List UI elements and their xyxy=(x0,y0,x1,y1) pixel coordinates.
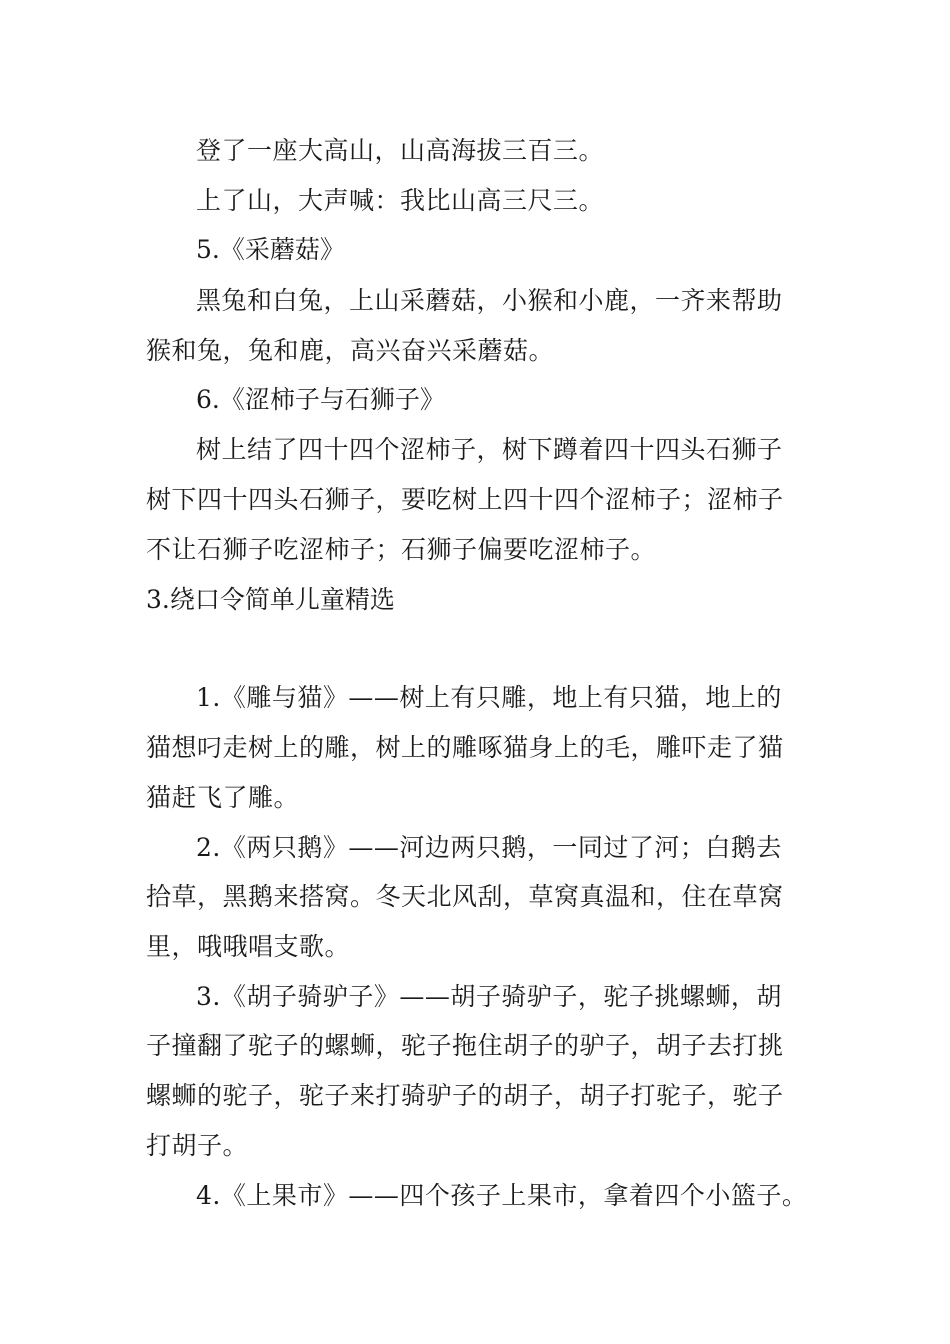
paragraph-line: 里，哦哦唱支歌。 xyxy=(146,932,351,961)
paragraph-line: 2.《两只鹅》——河边两只鹅，一同过了河；白鹅去 xyxy=(196,833,782,862)
section-heading: 6.《涩柿子与石狮子》 xyxy=(196,385,445,414)
paragraph-line: 树上结了四十四个涩柿子，树下蹲着四十四头石狮子 xyxy=(196,435,783,464)
paragraph-line: 拾草，黑鹅来搭窝。冬天北风刮，草窝真温和，住在草窝 xyxy=(146,882,784,911)
section-heading: 5.《采蘑菇》 xyxy=(196,235,345,264)
paragraph-line: 猫想叼走树上的雕，树上的雕啄猫身上的毛，雕吓走了猫 xyxy=(146,733,784,762)
paragraph-line: 树下四十四头石狮子，要吃树上四十四个涩柿子；涩柿子 xyxy=(146,485,784,514)
paragraph-line: 3.《胡子骑驴子》——胡子骑驴子，驼子挑螺蛳，胡 xyxy=(196,982,782,1011)
paragraph-line: 1.《雕与猫》——树上有只雕，地上有只猫，地上的 xyxy=(196,683,782,712)
chapter-heading: 3.绕口令简单儿童精选 xyxy=(146,585,395,614)
paragraph-line: 猴和兔，兔和鹿，高兴奋兴采蘑菇。 xyxy=(146,336,555,365)
paragraph-line: 黑兔和白兔，上山采蘑菇，小猴和小鹿，一齐来帮助 xyxy=(196,286,783,315)
paragraph-line: 4.《上果市》——四个孩子上果市，拿着四个小篮子。 xyxy=(196,1181,808,1210)
paragraph-line: 螺蛳的驼子，驼子来打骑驴子的胡子，胡子打驼子，驼子 xyxy=(146,1081,784,1110)
paragraph-line: 登了一座大高山，山高海拔三百三。 xyxy=(196,136,605,165)
paragraph-line: 打胡子。 xyxy=(146,1131,249,1160)
paragraph-line: 不让石狮子吃涩柿子；石狮子偏要吃涩柿子。 xyxy=(146,535,657,564)
paragraph-line: 猫赶飞了雕。 xyxy=(146,783,300,812)
paragraph-line: 子撞翻了驼子的螺蛳，驼子拖住胡子的驴子，胡子去打挑 xyxy=(146,1031,784,1060)
paragraph-line: 上了山，大声喊：我比山高三尺三。 xyxy=(196,186,605,215)
